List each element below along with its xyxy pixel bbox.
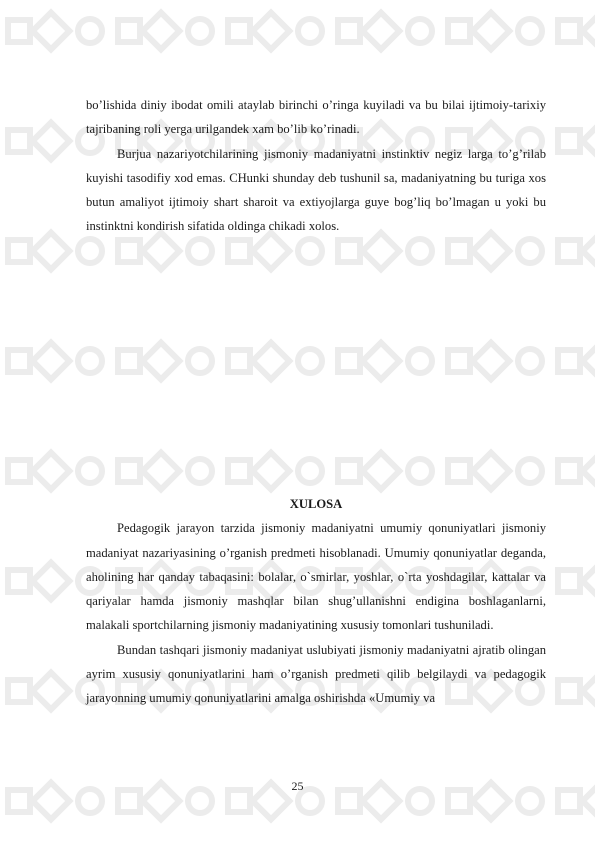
watermark-mark	[338, 343, 432, 380]
watermark-mark	[338, 13, 432, 50]
watermark-mark	[228, 343, 322, 380]
watermark-mark	[228, 13, 322, 50]
conclusion-heading: XULOSA	[289, 497, 343, 511]
watermark-mark	[448, 13, 542, 50]
watermark-mark	[338, 453, 432, 490]
watermark-mark	[558, 453, 595, 490]
watermark-mark	[558, 563, 595, 600]
watermark-mark	[118, 13, 212, 50]
watermark-mark	[558, 13, 595, 50]
watermark-mark	[8, 453, 102, 490]
watermark-mark	[448, 343, 542, 380]
watermark-mark	[558, 123, 595, 160]
watermark-mark	[8, 343, 102, 380]
watermark-mark	[558, 343, 595, 380]
page-number: 25	[291, 779, 304, 793]
watermark-mark	[8, 13, 102, 50]
watermark-mark	[448, 453, 542, 490]
paragraph-pedagogik: Pedagogik jarayon tarzida jismoniy madaniyatni umumiy qonuniyatlari jismoniy madaniyat nazariyasining o’rganish predmeti hisoblanadi. Umumiy qonuniyatlar deganda, aholining har qanday tabaqasini: bolalar, o`smirlar, yoshlar, o`rta yoshdagilar, kattalar va qariyalar hamda jismoniy mashqlar bilan shug’ullanishni endigina boshlaganlarni, malakali sportchilarning jismoniy madaniyatining xususiy tomonlari tushuniladi.	[86, 521, 546, 633]
watermark-mark	[118, 343, 212, 380]
top-text-section	[86, 93, 546, 239]
watermark-mark	[118, 453, 212, 490]
paragraph-continuation: bo’lishida diniy ibodat omili ataylab birinchi o’ringa kuyiladi va bu bilai ijtimoiy-tarixiy tajribaning roli yerga urilgandek xam bo’lib ko’rinadi.	[86, 98, 546, 137]
watermark-mark	[228, 453, 322, 490]
conclusion-section	[86, 492, 546, 711]
paragraph-bundan: Bundan tashqari jismoniy madaniyat uslubiyati jismoniy madaniyatni ajratib olingan ayrim xususiy qonuniyatlarini ham o’rganish predmeti qilib belgilaydi va pedagogik jarayonning umumiy qonuniyatlarini amalga oshirishda «Umumiy va	[86, 642, 546, 706]
paragraph-burjua: Burjua nazariyotchilarining jismoniy madaniyatni instinktiv negiz larga to’g’rilab kuyishi tasodifiy xod emas. CHunki shunday deb tushunil sa, madaniyatning bu turiga xos butun amaliyot ijtimoiy shart sharoit va extiyojlarga guye bog’liq bo’lmagan u yoki bu instinktni kondirish sifatida oldinga chikadi xolos.	[86, 146, 546, 234]
watermark-mark	[558, 673, 595, 710]
watermark-mark	[558, 233, 595, 270]
